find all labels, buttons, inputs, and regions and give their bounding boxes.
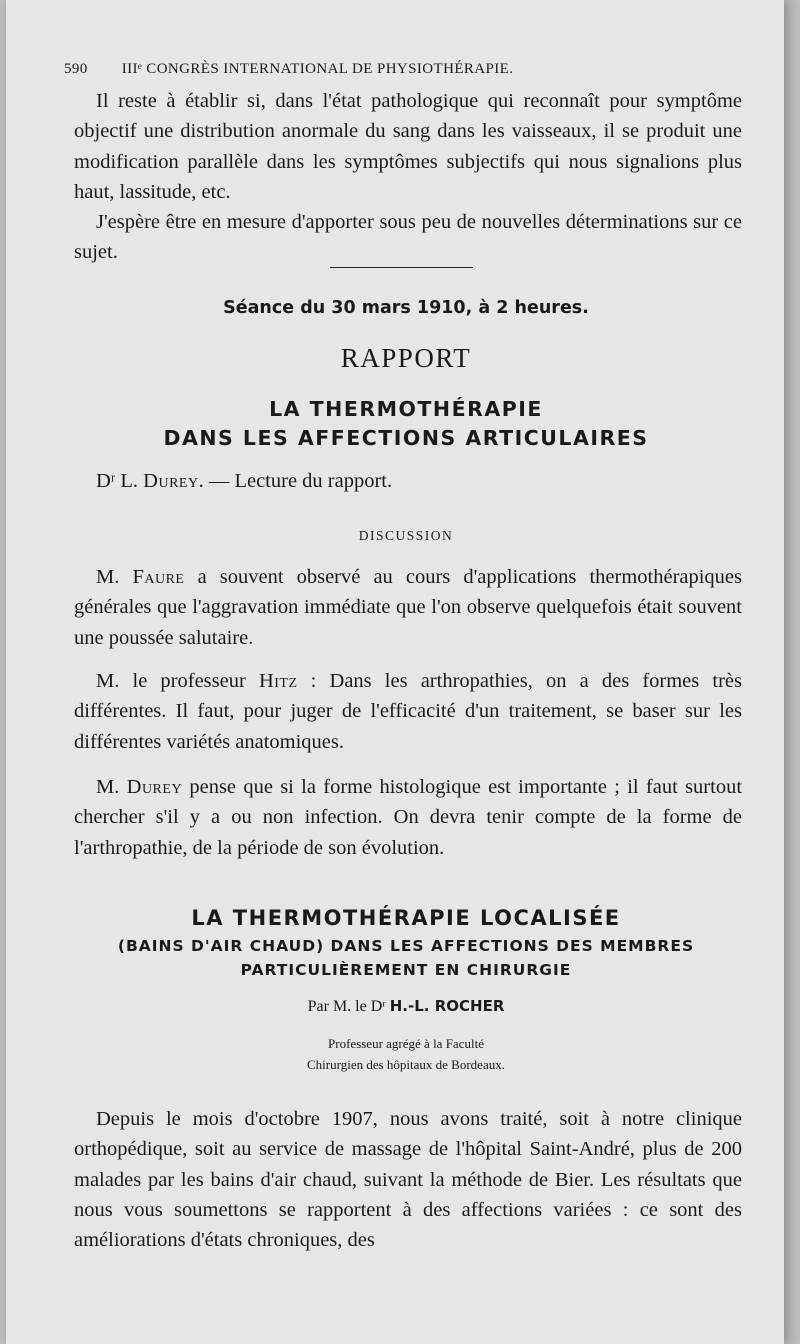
discussion-label: DISCUSSION [358,528,454,543]
article-subtitle-line-2: PARTICULIÈREMENT EN CHIRURGIE [240,961,572,979]
m-prefix: M. [96,776,127,798]
author-suffix: . — Lecture du rapport. [198,470,393,492]
m-prefix: M. [96,566,133,588]
discussion-hitz [74,666,742,757]
page-number: 590 [64,61,88,77]
author-prefix: Dʳ L. [96,470,144,492]
affiliation-line-2: Chirurgien des hôpitaux de Bordeaux. [307,1057,505,1072]
rapport-title-line-2: DANS LES AFFECTIONS ARTICULAIRES [163,426,649,450]
article-title: LA THERMOTHÉRAPIE LOCALISÉE [191,906,621,930]
article-byline [6,997,784,1016]
durey-text: pense que si la forme histologique est importante ; il faut surtout chercher s'il y a ou non infection. On devra tenir compte de la forme de l'arthropathie, de la période de son évolution. [74,776,743,859]
running-header [64,61,513,78]
session-heading: Séance du 30 mars 1910, à 2 heures. [223,298,589,318]
affiliation-line-1: Professeur agrégé à la Faculté [328,1036,484,1051]
hitz-text: : Dans les arthropathies, on a des formes très différentes. Il faut, pour juger de l'efficacité d'un traitement, se baser sur les différentes variétés anatomiques. [74,670,742,753]
speaker-durey: Durey [126,776,183,798]
book-page [6,0,784,1344]
rapport-label: RAPPORT [340,343,472,373]
hitz-prefix: M. le professeur [96,670,259,692]
discussion-faure [74,562,742,653]
discussion-durey [74,772,742,863]
rapport-title-line-1: LA THERMOTHÉRAPIE [269,397,543,421]
running-title: IIIᵉ CONGRÈS INTERNATIONAL DE PHYSIOTHÉRAPIE. [121,61,514,77]
intro-paragraph-2: J'espère être en mesure d'apporter sous peu de nouvelles déterminations sur ce sujet. [74,211,742,264]
rapport-author-line [96,470,392,493]
speaker-hitz: Hitz [258,670,298,692]
article-subtitle-line-1: (BAINS D'AIR CHAUD) DANS LES AFFECTIONS DES MEMBRES [117,937,695,955]
article-body-paragraph: Depuis le mois d'octobre 1907, nous avons traité, soit à notre clinique orthopédique, soit au service de massage de l'hôpital Saint-André, plus de 200 malades par les bains d'air chaud, suivant la méthode de Bier. Les résultats que nous vous soumettons se rapportent à des affections variées : ce sont des améliorations d'états chroniques, des [74,1108,742,1252]
byline-prefix: Par M. le Dʳ [307,998,390,1015]
speaker-faure: Faure [132,566,185,588]
byline-author: H.-L. ROCHER [389,997,505,1015]
faure-text: a souvent observé au cours d'applications thermothérapiques générales que l'aggravation immédiate que l'on observe quelquefois était souvent une poussée salutaire. [74,566,743,649]
intro-paragraph-1: Il reste à établir si, dans l'état pathologique qui reconnaît pour symptôme objectif une distribution anormale du sang dans les vaisseaux, il se produit une modification parallèle dans les symptômes subjectifs qui nous signalions plus haut, lassitude, etc. [74,90,742,203]
author-name: Durey [143,470,199,492]
section-divider [330,267,473,268]
